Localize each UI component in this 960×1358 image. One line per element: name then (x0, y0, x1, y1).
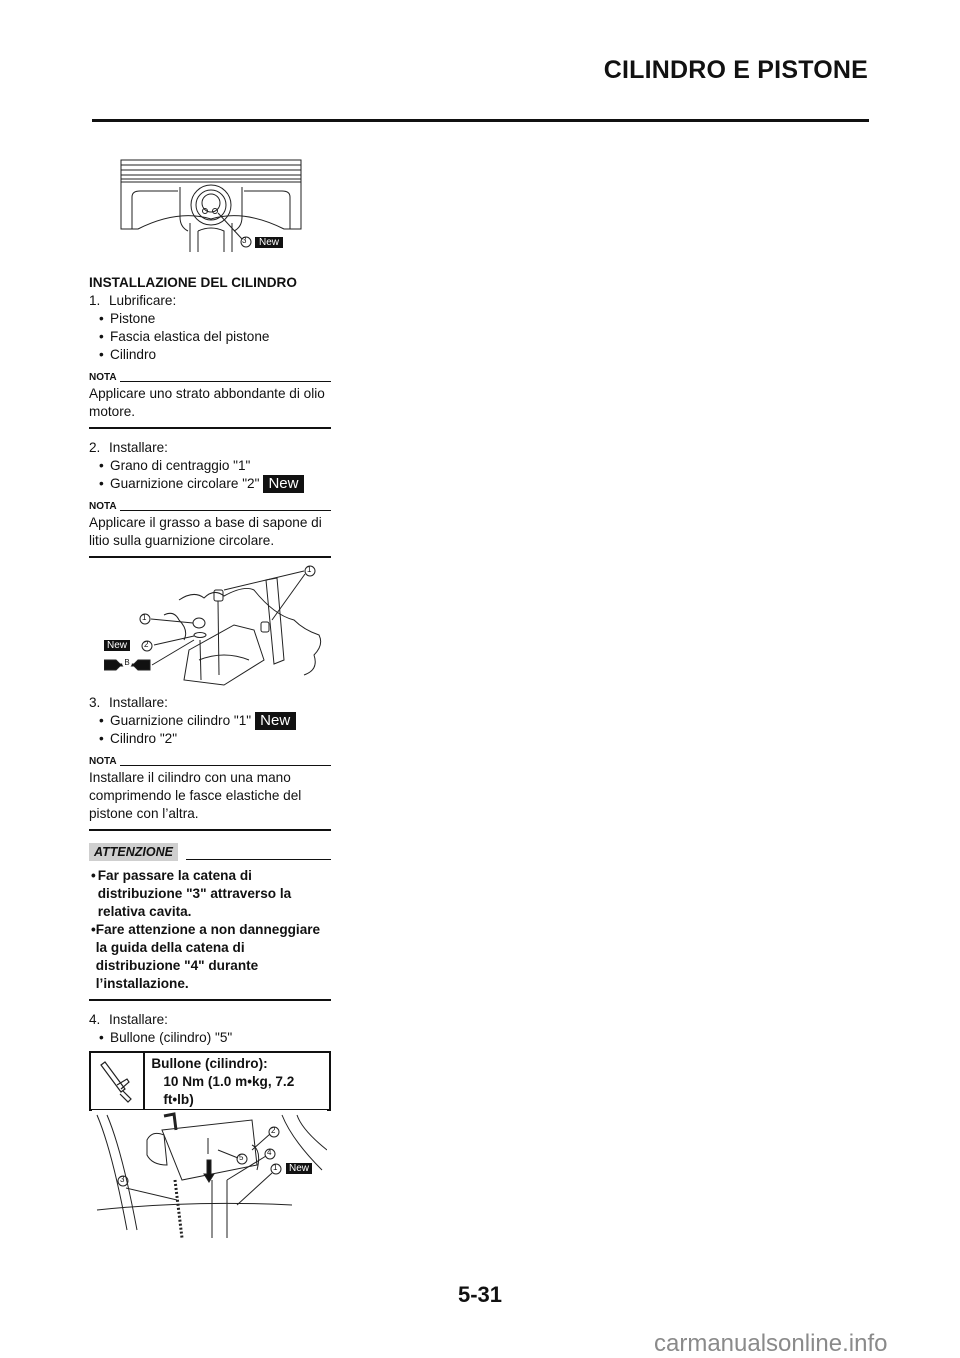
callout-5: 5 (239, 1153, 244, 1162)
note-text: Applicare uno strato abbondante di olio motore. (89, 386, 325, 419)
page-number: 5-31 (458, 1282, 503, 1307)
list-item: • Pistone (99, 311, 156, 326)
dowel-oring-figure (104, 560, 329, 690)
note-divider (89, 427, 331, 429)
note-divider (89, 829, 331, 831)
callout-2: 2 (144, 640, 149, 649)
list-item: • Fascia elastica del pistone (99, 329, 270, 344)
new-badge: New (104, 640, 130, 651)
new-badge: New (255, 237, 283, 248)
caution-divider (89, 999, 331, 1001)
callout-3: 3 (242, 236, 247, 245)
cylinder-install-figure (92, 1110, 327, 1238)
installation-section (89, 274, 331, 568)
callout-1: 1 (307, 565, 312, 574)
torque-value: 10 Nm (1.0 m•kg, 7.2 ft•lb) (163, 1074, 295, 1107)
note-header: NOTA (89, 372, 331, 383)
list-item: • Guarnizione cilindro "1" New (89, 712, 331, 730)
installation-section-continued (89, 694, 331, 1111)
note-header: NOTA (89, 756, 331, 767)
watermark: carmanualsonline.info (654, 1330, 888, 1357)
callout-1: 1 (273, 1163, 278, 1172)
callout-3: 3 (120, 1175, 125, 1184)
caution-badge: ATTENZIONE (89, 843, 178, 861)
list-item: • Cilindro "2" (99, 731, 178, 746)
note-divider (89, 556, 331, 558)
caution-header (89, 843, 331, 861)
new-badge: New (255, 712, 296, 730)
list-item: • Grano di centraggio "1" (99, 458, 251, 473)
list-item: • Bullone (cilindro) "5" (99, 1030, 233, 1045)
piston-circlip-figure (118, 157, 308, 252)
page-header-title: CILINDRO E PISTONE (603, 56, 868, 84)
new-badge: New (286, 1163, 312, 1174)
callout-2: 2 (271, 1126, 276, 1135)
callout-1: 1 (142, 613, 147, 622)
caution-item: • Far passare la catena di distribuzione "3" attraverso la relativa cavita. (91, 868, 292, 919)
note-text: Installare il cilindro con una mano comprimendo le fasce elastiche del pistone con l’altra. (89, 770, 302, 821)
note-text: Applicare il grasso a base di sapone di litio sulla guarnizione circolare. (89, 515, 322, 548)
callout-4: 4 (267, 1148, 272, 1157)
new-badge: New (263, 475, 304, 493)
step-2: 2. Installare: (89, 440, 168, 455)
list-item: • Guarnizione circolare "2" New (89, 475, 331, 493)
step-1: 1. Lubrificare: (89, 293, 177, 308)
torque-wrench-icon (91, 1053, 145, 1109)
section-title: INSTALLAZIONE DEL CILINDRO (89, 275, 297, 290)
grease-b-icon: B (122, 658, 132, 668)
list-item: • Cilindro (99, 347, 157, 362)
torque-spec-box (89, 1051, 331, 1111)
header-divider (92, 119, 869, 122)
step-3: 3. Installare: (89, 695, 168, 710)
torque-name: Bullone (cilindro): (151, 1056, 268, 1071)
step-4: 4. Installare: (89, 1012, 168, 1027)
caution-item: • Fare attenzione a non danneggiare la guida della catena di distribuzione "4" durante l’installazione. (91, 922, 321, 991)
note-header: NOTA (89, 501, 331, 512)
